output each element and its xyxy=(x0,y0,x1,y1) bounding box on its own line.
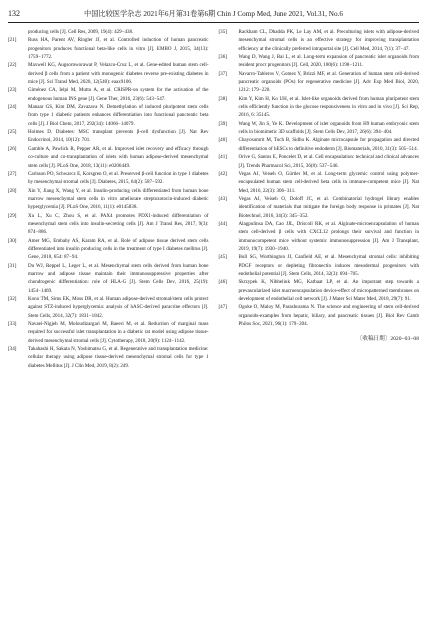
reference-text: Chayosumrit M, Tuch B, Sidhu K. Alginate microcapsule for propagation and directed differentiation of hESCs to definitive endoderm [J]. Biomaterials, 2010, 31(3): 505−514. xyxy=(238,137,419,152)
reference-text: Du WJ, Reppel L, Leger L, et al. Mesenchymal stem cells derived from human bone marrow and adipose tissue maintain their immunosuppressive properties after chondrogenic differentiation: role of HLA-G [J]. Stem Cells Dev, 2016, 25(19): 1454−1469. xyxy=(28,262,209,294)
reference-number: [40] xyxy=(218,137,227,144)
reference-item xyxy=(8,86,209,103)
reference-text: Kono TM, Sims EK, Moss DR, et al. Human adipose-derived stromal/stem cells protect against STZ-induced hyperglycemia: analysis of hASC-derived paracrine effectors [J]. Stem Cells, 2014, 32(7): 1831−1842. xyxy=(28,296,209,319)
reference-text: Skrzypek K, Nibbelink MG, Karbaat LP, et al. An important step towards a prevascularized islet macroencapsulation device-effect of micropatterned membranes on development of endothelial cell network [J]. J Mater Sci Mater Med, 2018, 29(7): 91. xyxy=(238,279,419,302)
reference-number: [41] xyxy=(218,154,227,161)
reference-item xyxy=(8,145,209,170)
reference-item xyxy=(8,237,209,262)
reference-text: Russ HA, Parent AV, Ringler JJ, et al. Controlled induction of human pancreatic progenitors produces functional beta-like cells in vitro [J]. EMBO J, 2015, 34(13): 1759−1772. xyxy=(28,37,209,61)
reference-item xyxy=(219,220,420,253)
reference-text: Kim Y, Kim H, Ko UH, et al. Islet-like organoids derived from human pluripotent stem cells efficiently function in the glucose responsiveness in vitro and in vivo [J]. Sci Rep, 2016, 6: 35145. xyxy=(238,95,419,119)
reference-number: [39] xyxy=(218,120,227,127)
reference-number: [38] xyxy=(218,95,227,102)
reference-item xyxy=(219,253,420,278)
reference-item xyxy=(8,187,209,212)
reference-item xyxy=(219,170,420,195)
reference-number: [46] xyxy=(218,279,227,286)
reference-text: Vegas AJ, Veiseh O, Doloff JC, et al. Combinatorial hydrogel library enables identification of materials that mitigate the foreign body response in primates [J]. Nat Biotechnol, 2016, 34(3): 345−352. xyxy=(238,195,419,219)
reference-number: [29] xyxy=(8,212,17,219)
references-section xyxy=(8,28,419,617)
reference-item xyxy=(8,320,209,345)
reference-item xyxy=(8,345,209,370)
reference-text: Ogoke O, Maloy M, Parashurama N. The science and engineering of stem cell-derived organoids-examples from hepatic, biliary, and pancreatic tissues [J]. Biol Rev Camb Philos Soc, 2021, 96(1): 179−204. xyxy=(238,304,419,328)
reference-number: [36] xyxy=(218,54,227,61)
reference-text: Alagpulinsa DA, Cao JJL, Driscoll RK, et al. Alginate-microencapsulation of human stem cell-derived β cells with CXCL12 prolongs their survival and function in immunocompetent mice without systemic immunosuppression [J]. Am J Transplant, 2019, 19(7): 1930−1940. xyxy=(238,220,419,252)
reference-item xyxy=(219,278,420,303)
reference-number: [47] xyxy=(218,304,227,311)
reference-text: Wang D, Wang J, Bai L, et al. Long-term expansion of pancreatic islet organoids from resident procr progenitors [J]. Cell, 2020, 180(6): 1198−1211. xyxy=(238,54,419,69)
reference-item xyxy=(8,128,209,145)
reference-number: [43] xyxy=(218,195,227,202)
reference-item xyxy=(219,303,420,328)
reference-number xyxy=(8,28,28,36)
reference-number: [45] xyxy=(218,254,227,261)
reference-number: [33] xyxy=(8,321,17,328)
running-header xyxy=(8,6,419,23)
reference-text: Manaar GS, Kim DM, Zavazava N. Demethylation of induced pluripotent stem cells from type 1 diabetic patients enhances differentiation into functional pancreatic beta cells [J]. J Biol Chem, 2017, 292(34): 14066−14079. xyxy=(28,104,209,127)
reference-text: Takahashi H, Sakata N, Yoshimatsu G, et al. Regenerative and transplantation medicine: cellular therapy using adipose tissue-derived mesenchymal stromal cells for type 1 diabetes Mellitus [J]. J Clin Med, 2019, 8(2): 249. xyxy=(28,346,209,369)
reference-number: [25] xyxy=(8,129,17,136)
reference-item xyxy=(219,95,420,120)
reference-item xyxy=(219,70,420,95)
references-left-column xyxy=(8,28,209,617)
reference-number: [34] xyxy=(8,346,17,353)
reference-text: Maxwell KG, Augsornworawat P, Velazco-Cruz L, et al. Gene-edited human stem cell-derived β cells from a patient with monogenic diabetes reverse pre-existing diabetes in mice [J]. Sci Transl Med, 2020, 12(540): eaax9106. xyxy=(28,62,209,86)
reference-number: [23] xyxy=(8,87,17,94)
reference-item xyxy=(8,262,209,295)
reference-number: [42] xyxy=(218,170,227,177)
reference-text: Xu L, Xu C, Zhou S, et al. PAX4 promotes PDX1-induced differentiation of mesenchymal stem cells into insulin-secreting cells [J]. Am J Transl Res, 2017, 9(3): 874−886. xyxy=(28,212,209,236)
references-right-column xyxy=(219,28,420,617)
reference-item xyxy=(219,28,420,53)
received-date: 〔收稿日期〕2020−03−08 xyxy=(356,336,419,343)
reference-item xyxy=(8,295,209,320)
reference-item xyxy=(8,28,209,36)
reference-number: [37] xyxy=(218,70,227,77)
reference-text: Holmes D. Diabetes: MSC transplant prevents β-cell dysfunction [J]. Nat Rev Endocrinol, 2014, 10(12): 701. xyxy=(28,129,209,144)
reference-text: Wang W, Jin S, Ye K. Development of islet organoids from H9 human embryonic stem cells in biomimetic 3D scaffolds [J]. Stem Cells Dev, 2017, 26(6): 394−404. xyxy=(238,120,419,136)
reference-number: [26] xyxy=(8,145,17,152)
reference-item xyxy=(8,103,209,128)
reference-text: Vegas AJ, Veiseh O, Gürtler M, et al. Long-term glycemic control using polymer-encapsulated human stem cell-derived beta cells in immune-competent mice [J]. Nat Med, 2016, 22(3): 306−311. xyxy=(238,170,419,194)
reference-item xyxy=(219,195,420,220)
reference-text: producing cells [J]. Cell Res, 2009, 19(4): 429−438. xyxy=(28,29,134,35)
reference-item xyxy=(8,170,209,187)
reference-text: Navaei-Nigjeh M, Moloudizargari M, Baeeri M, et al. Reduction of marginal mass required for successful islet transplantation in a diabetic rat model using adipose tissue-derived mesenchymal stromal cells [J]. Cytotherapy, 2018, 20(9): 1124−1142. xyxy=(28,321,209,344)
reference-number: [44] xyxy=(218,220,227,227)
reference-number: [21] xyxy=(8,37,17,44)
reference-number: [28] xyxy=(8,187,17,194)
reference-item xyxy=(219,53,420,70)
reference-item xyxy=(8,61,209,86)
reference-text: Carlsson PO, Schwarcz E, Korsgren O, et al. Preserved β-cell function in type 1 diabetes by mesenchymal stromal cells [J]. Diabetes, 2015, 64(2): 587−592. xyxy=(28,170,209,186)
reference-item xyxy=(219,136,420,153)
reference-item xyxy=(219,153,420,170)
reference-number: [22] xyxy=(8,62,17,69)
reference-text: Xin Y, Jiang X, Wang Y, et al. Insulin-producing cells differentiated from human bone marrow mesenchymal stem cells in vitro ameliorate streptozotocin-induced diabetic hyperglycemia [J]. PLoS One, 2016, 11(1): e0145838. xyxy=(28,187,209,211)
reference-text: Giménez CA, Ielpi M, Mutto A, et al. CRISPR-on system for the activation of the endogenous human INS gene [J]. Gene Ther, 2016, 23(6): 543−547. xyxy=(28,87,209,102)
journal-citation: 中国比较医学杂志 2021年6月第31卷第6期 Chin J Comp Med, June 2021, Vol.31, No.6 xyxy=(84,10,343,18)
reference-number: [24] xyxy=(8,104,17,111)
reference-item xyxy=(219,120,420,137)
reference-item xyxy=(8,36,209,61)
reference-text: Amer MG, Embaby AS, Karam RA, et al. Role of adipose tissue derived stem cells differentiated into insulin producing cells in the treatment of type I diabetes mellitus [J]. Gene, 2018, 654: 87−94. xyxy=(28,237,209,261)
page-number: 132 xyxy=(8,9,20,18)
reference-text: Orive G, Santos E, Poncelet D, et al. Cell encapsulation: technical and clinical advances [J]. Trends Pharmacol Sci, 2015, 36(8): 537−546. xyxy=(238,154,419,169)
reference-text: Rackham CL, Dhadda PK, Le Lay AM, et al. Preculturing islets with adipose-derived mesenchymal stromal cells is an effective strategy for improving transplantation efficiency at the clinically preferred intraportal site [J]. Cell Med, 2014, 7(1): 37−47. xyxy=(238,29,419,52)
reference-item xyxy=(8,212,209,237)
reference-number: [30] xyxy=(8,237,17,244)
reference-text: Gamble A, Pawlick R, Pepper AR, et al. Improved islet recovery and efficacy through co-culture and co-transplantation of islets with human adipose-derived mesenchymal stem cells [J]. PLoS One, 2018, 13(11): e0206449. xyxy=(28,145,209,169)
reference-number: [35] xyxy=(218,29,227,35)
reference-number: [31] xyxy=(8,262,17,269)
reference-text: Bull SG, Worthington JJ, Canfield AE, et al. Mesenchymal stromal cells: inhibiting PDGF receptors or depleting fibronectin induces mesodermal progenitors with endothelial potential [J]. Stem Cells, 2014, 32(3): 694−705. xyxy=(238,254,419,277)
reference-number: [32] xyxy=(8,296,17,302)
reference-text: Navarro-Tableros V, Gomez Y, Brizzi MF, et al. Generation of human stem cell-derived pancreatic organoids (POs) for regenerative medicine [J]. Adv Exp Med Biol, 2020, 1212: 179−220. xyxy=(238,70,419,94)
reference-number: [27] xyxy=(8,170,17,177)
